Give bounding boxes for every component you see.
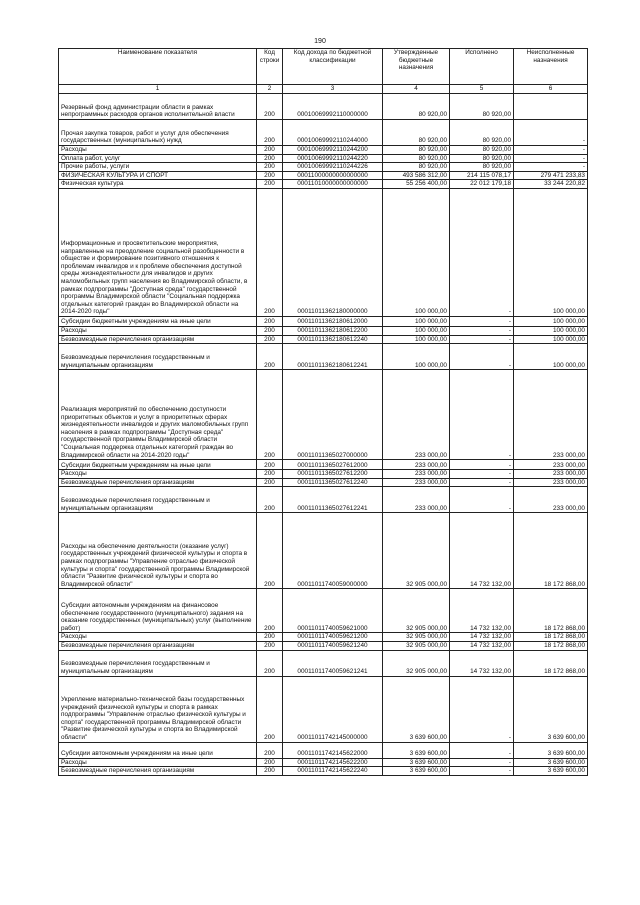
row-approved: 80 920,00 [383, 163, 450, 172]
row-unexecuted: 3 639 600,00 [514, 758, 588, 767]
row-executed: 80 920,00 [450, 94, 514, 120]
row-kbk: 00011000000000000000 [283, 171, 383, 180]
row-name: Субсидии автономным учреждениям на финансовое обеспечение государственного (муниципального) задания на оказание государственных (муниципальных) услуг (выполнение работ) [59, 589, 257, 633]
col-number: 4 [383, 85, 450, 94]
row-approved: 32 905 000,00 [383, 513, 450, 589]
table-row [59, 633, 588, 642]
row-name: Безвозмездные перечисления организациям [59, 335, 257, 344]
row-executed: 14 732 132,00 [450, 589, 514, 633]
row-kbk: 00010069992110244220 [283, 154, 383, 163]
table-row [59, 676, 588, 742]
row-executed: - [450, 478, 514, 487]
table-row [59, 742, 588, 758]
row-kbk: 00011011742145622240 [283, 767, 383, 776]
header-row [59, 49, 588, 85]
header-code: Код строки [257, 49, 283, 85]
row-kbk: 00011011740059000000 [283, 513, 383, 589]
row-code: 200 [257, 650, 283, 676]
table-row [59, 146, 588, 155]
row-approved: 32 905 000,00 [383, 641, 450, 650]
row-unexecuted: 100 000,00 [514, 188, 588, 316]
row-approved: 233 000,00 [383, 370, 450, 460]
row-kbk: 00010069992110244200 [283, 146, 383, 155]
row-code: 200 [257, 120, 283, 146]
row-name: Безвозмездные перечисления государственным и муниципальным организациям [59, 487, 257, 513]
row-unexecuted: 233 000,00 [514, 487, 588, 513]
row-name: Резервный фонд администрации области в рамках непрограммных расходов органов исполнительной власти [59, 94, 257, 120]
row-name: Расходы [59, 470, 257, 479]
row-unexecuted: 18 172 868,00 [514, 650, 588, 676]
header-kbk: Код дохода по бюджетной классификации [283, 49, 383, 85]
row-name: Безвозмездные перечисления государственным и муниципальным организациям [59, 344, 257, 370]
row-approved: 100 000,00 [383, 344, 450, 370]
col-number: 6 [514, 85, 588, 94]
row-approved: 55 256 400,00 [383, 180, 450, 189]
row-kbk: 00011011362180612240 [283, 335, 383, 344]
row-unexecuted: 18 172 868,00 [514, 513, 588, 589]
row-kbk: 00011011362180612000 [283, 316, 383, 326]
row-approved: 233 000,00 [383, 478, 450, 487]
row-approved: 100 000,00 [383, 316, 450, 326]
row-name: Прочие работы, услуги [59, 163, 257, 172]
row-kbk: 00010069992110000000 [283, 94, 383, 120]
row-unexecuted: - [514, 120, 588, 146]
row-executed: - [450, 370, 514, 460]
table-row [59, 188, 588, 316]
table-row [59, 94, 588, 120]
row-unexecuted: - [514, 154, 588, 163]
row-name: Расходы [59, 146, 257, 155]
row-code: 200 [257, 633, 283, 642]
row-executed: 14 732 132,00 [450, 650, 514, 676]
row-code: 200 [257, 641, 283, 650]
col-number: 5 [450, 85, 514, 94]
row-executed: 14 732 132,00 [450, 641, 514, 650]
header-name: Наименование показателя [59, 49, 257, 85]
page-number: 190 [314, 38, 326, 45]
row-unexecuted: 233 000,00 [514, 470, 588, 479]
row-unexecuted: 233 000,00 [514, 478, 588, 487]
row-unexecuted: 100 000,00 [514, 316, 588, 326]
row-unexecuted: 100 000,00 [514, 344, 588, 370]
row-kbk: 00011011742145622000 [283, 742, 383, 758]
row-executed: - [450, 767, 514, 776]
row-unexecuted: 100 000,00 [514, 335, 588, 344]
row-code: 200 [257, 335, 283, 344]
row-name: Расходы [59, 633, 257, 642]
row-kbk: 00011011365027612000 [283, 460, 383, 470]
row-unexecuted: 279 471 233,83 [514, 171, 588, 180]
row-name: Субсидии автономным учреждениям на иные цели [59, 742, 257, 758]
row-unexecuted: 33 244 220,82 [514, 180, 588, 189]
row-executed: 80 920,00 [450, 154, 514, 163]
row-kbk: 00011011362180000000 [283, 188, 383, 316]
row-approved: 233 000,00 [383, 487, 450, 513]
table-row [59, 589, 588, 633]
header-unexecuted: Неисполненные назначения [514, 49, 588, 85]
row-executed: - [450, 676, 514, 742]
row-name: Безвозмездные перечисления организациям [59, 641, 257, 650]
col-number: 3 [283, 85, 383, 94]
table-row [59, 154, 588, 163]
row-approved: 100 000,00 [383, 188, 450, 316]
row-unexecuted: 100 000,00 [514, 326, 588, 335]
table-row [59, 758, 588, 767]
col-number: 1 [59, 85, 257, 94]
row-name: Безвозмездные перечисления организациям [59, 478, 257, 487]
row-name: ФИЗИЧЕСКАЯ КУЛЬТУРА И СПОРТ [59, 171, 257, 180]
row-name: Субсидии бюджетным учреждениям на иные цели [59, 460, 257, 470]
table-row [59, 316, 588, 326]
row-code: 200 [257, 326, 283, 335]
column-number-row [59, 85, 588, 94]
row-approved: 32 905 000,00 [383, 633, 450, 642]
row-approved: 3 639 600,00 [383, 758, 450, 767]
row-approved: 80 920,00 [383, 146, 450, 155]
row-code: 200 [257, 487, 283, 513]
row-code: 200 [257, 154, 283, 163]
row-unexecuted: - [514, 163, 588, 172]
row-executed: 80 920,00 [450, 120, 514, 146]
row-name: Прочая закупка товаров, работ и услуг для обеспечения государственных (муниципальных) нужд [59, 120, 257, 146]
table-row [59, 487, 588, 513]
row-name: Расходы [59, 326, 257, 335]
row-name: Укрепление материально-технической базы государственных учреждений физической культуры и спорта в рамках подпрограммы "Управление отраслью физической культуры и спорта" государственной программы Владимирской области "Развитие физической культуры и спорта во Владимирской области" [59, 676, 257, 742]
row-code: 200 [257, 344, 283, 370]
row-executed: - [450, 188, 514, 316]
row-code: 200 [257, 742, 283, 758]
row-code: 200 [257, 316, 283, 326]
table-row [59, 120, 588, 146]
row-unexecuted: 3 639 600,00 [514, 767, 588, 776]
row-code: 200 [257, 470, 283, 479]
row-executed: 80 920,00 [450, 163, 514, 172]
row-approved: 3 639 600,00 [383, 676, 450, 742]
row-name: Оплата работ, услуг [59, 154, 257, 163]
row-kbk: 00010069992110244226 [283, 163, 383, 172]
row-code: 200 [257, 180, 283, 189]
header-executed: Исполнено [450, 49, 514, 85]
row-executed: 214 115 078,17 [450, 171, 514, 180]
row-code: 200 [257, 370, 283, 460]
row-name: Безвозмездные перечисления государственным и муниципальным организациям [59, 650, 257, 676]
row-kbk: 00011011740059621241 [283, 650, 383, 676]
header-approved: Утвержденные бюджетные назначения [383, 49, 450, 85]
row-approved: 32 905 000,00 [383, 589, 450, 633]
row-code: 200 [257, 589, 283, 633]
row-name: Информационные и просветительские мероприятия, направленные на преодоление социальной разобщенности в обществе и формирование позитивного отношения к проблемам инвалидов и к проблеме обеспечения доступной среды жизнедеятельности для инвалидов и других маломобильных групп населения во Владимирской области, в рамках подпрограммы "Доступная среда" государственной программы Владимирской области "Социальная поддержка отдельных категорий граждан во Владимирской области на 2014-2020 годы" [59, 188, 257, 316]
row-executed: - [450, 460, 514, 470]
col-number: 2 [257, 85, 283, 94]
row-unexecuted [514, 94, 588, 120]
row-unexecuted: 3 639 600,00 [514, 676, 588, 742]
row-unexecuted: 18 172 868,00 [514, 641, 588, 650]
row-unexecuted: 233 000,00 [514, 370, 588, 460]
row-executed: - [450, 335, 514, 344]
budget-execution-table [58, 48, 588, 776]
row-code: 200 [257, 676, 283, 742]
row-executed: 22 012 179,18 [450, 180, 514, 189]
row-name: Реализация мероприятий по обеспечению доступности приоритетных объектов и услуг в приоритетных сферах жизнедеятельности инвалидов и других маломобильных групп населения в рамках подпрограммы "Доступная среда" государственной программы Владимирской области "Социальная поддержка отдельных категорий граждан во Владимирской области на 2014-2020 годы" [59, 370, 257, 460]
row-approved: 233 000,00 [383, 470, 450, 479]
row-approved: 233 000,00 [383, 460, 450, 470]
row-kbk: 00011011740059621200 [283, 633, 383, 642]
row-name: Расходы [59, 758, 257, 767]
row-unexecuted: - [514, 146, 588, 155]
row-code: 200 [257, 146, 283, 155]
row-approved: 32 905 000,00 [383, 650, 450, 676]
row-kbk: 00011011740059621240 [283, 641, 383, 650]
row-unexecuted: 18 172 868,00 [514, 589, 588, 633]
row-kbk: 00011011742145000000 [283, 676, 383, 742]
table-row [59, 641, 588, 650]
table-row [59, 326, 588, 335]
table-row [59, 370, 588, 460]
row-approved: 80 920,00 [383, 154, 450, 163]
row-executed: - [450, 344, 514, 370]
row-executed: 14 732 132,00 [450, 633, 514, 642]
table-row [59, 478, 588, 487]
row-executed: - [450, 487, 514, 513]
table-row [59, 171, 588, 180]
row-code: 200 [257, 188, 283, 316]
table-row [59, 344, 588, 370]
row-code: 200 [257, 767, 283, 776]
row-kbk: 00010069992110244000 [283, 120, 383, 146]
table-row [59, 163, 588, 172]
row-kbk: 00011011365027612241 [283, 487, 383, 513]
row-executed: - [450, 758, 514, 767]
row-kbk: 00011011362180612200 [283, 326, 383, 335]
row-approved: 3 639 600,00 [383, 742, 450, 758]
row-kbk: 00011011740059621000 [283, 589, 383, 633]
row-code: 200 [257, 478, 283, 487]
table-row [59, 460, 588, 470]
row-unexecuted: 18 172 868,00 [514, 633, 588, 642]
table-row [59, 650, 588, 676]
row-code: 200 [257, 513, 283, 589]
table-row [59, 180, 588, 189]
row-kbk: 00011011365027612200 [283, 470, 383, 479]
row-kbk: 00011011365027000000 [283, 370, 383, 460]
row-kbk: 00011010000000000000 [283, 180, 383, 189]
row-name: Субсидии бюджетным учреждениям на иные цели [59, 316, 257, 326]
row-unexecuted: 3 639 600,00 [514, 742, 588, 758]
row-kbk: 00011011742145622200 [283, 758, 383, 767]
row-approved: 80 920,00 [383, 120, 450, 146]
row-approved: 100 000,00 [383, 335, 450, 344]
row-approved: 80 920,00 [383, 94, 450, 120]
row-code: 200 [257, 171, 283, 180]
row-approved: 100 000,00 [383, 326, 450, 335]
row-executed: - [450, 742, 514, 758]
table-row [59, 767, 588, 776]
row-name: Расходы на обеспечение деятельности (оказание услуг) государственных учреждений физической культуры и спорта в рамках подпрограммы "Управление отраслью физической культуры и спорта" государственной программы Владимирской области "Развитие физической культуры и спорта во Владимирской области" [59, 513, 257, 589]
row-kbk: 00011011362180612241 [283, 344, 383, 370]
row-executed: 14 732 132,00 [450, 513, 514, 589]
row-approved: 3 639 600,00 [383, 767, 450, 776]
row-executed: - [450, 326, 514, 335]
row-code: 200 [257, 758, 283, 767]
row-executed: 80 920,00 [450, 146, 514, 155]
table-row [59, 335, 588, 344]
row-executed: - [450, 470, 514, 479]
row-code: 200 [257, 460, 283, 470]
row-code: 200 [257, 94, 283, 120]
row-executed: - [450, 316, 514, 326]
row-code: 200 [257, 163, 283, 172]
row-name: Безвозмездные перечисления организациям [59, 767, 257, 776]
row-approved: 493 586 312,00 [383, 171, 450, 180]
table-row [59, 470, 588, 479]
row-name: Физическая культура [59, 180, 257, 189]
table-row [59, 513, 588, 589]
row-kbk: 00011011365027612240 [283, 478, 383, 487]
row-unexecuted: 233 000,00 [514, 460, 588, 470]
